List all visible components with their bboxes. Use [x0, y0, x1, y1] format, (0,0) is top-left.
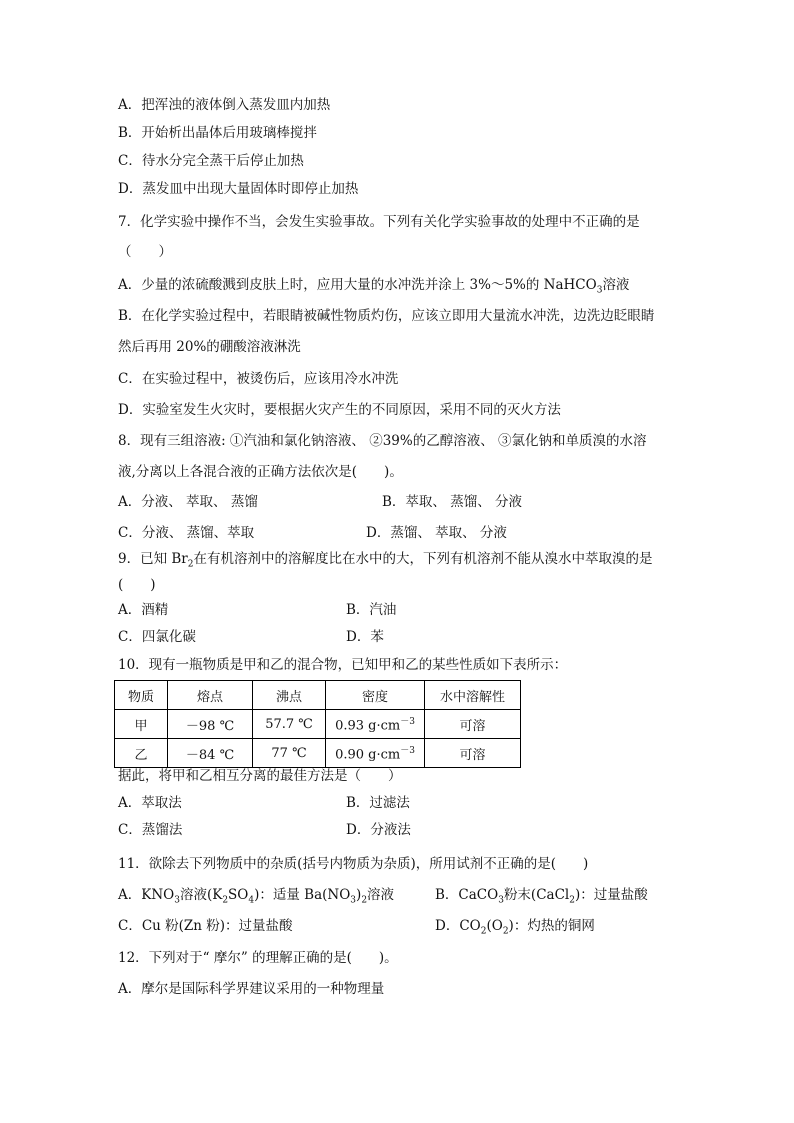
formula-sub: 3: [174, 895, 180, 906]
q11-option-c: C．Cu 粉(Zn 粉)：过量盐酸: [118, 918, 293, 934]
q10-option-d: D．分液法: [346, 822, 411, 838]
table-cell: －98 ℃: [168, 710, 253, 739]
table-cell: 57.7 ℃: [253, 710, 326, 739]
q7-option-b-line1: B．在化学实验过程中，若眼睛被碱性物质灼伤，应该立即用大量流水冲洗，边洗边眨眼睛: [118, 308, 655, 324]
formula-text: B．CaCO: [435, 887, 499, 903]
q8-option-b: B．萃取、 蒸馏、 分液: [382, 494, 523, 510]
table-cell: －84 ℃: [168, 739, 253, 768]
table-row: [115, 739, 521, 768]
formula-text: ): [356, 887, 362, 903]
formula-text: 粉末(CaCl: [503, 887, 570, 903]
q6-option-d: D．蒸发皿中出现大量固体时即停止加热: [118, 181, 359, 197]
q6-option-b: B．开始析出晶体后用玻璃棒搅拌: [118, 125, 317, 141]
q10-stem: 10．现有一瓶物质是甲和乙的混合物，已知甲和乙的某些性质如下表所示：: [118, 657, 568, 673]
q9-option-c: C．四氯化碳: [118, 629, 196, 645]
formula-text: )：过量盐酸: [574, 887, 648, 903]
formula-text: (O: [486, 918, 503, 934]
q9-stem-text: 9．已知 Br: [118, 551, 188, 567]
density-exponent: －3: [400, 717, 415, 728]
formula-text: D．CO: [435, 918, 481, 934]
q8-stem-line1: 8．现有三组溶液: ①汽油和氯化钠溶液、 ②39%的乙醇溶液、 ③氯化钠和单质溴的水溶: [118, 433, 647, 449]
q7-option-d: D．实验室发生火灾时，要根据火灾产生的不同原因，采用不同的灭火方法: [118, 402, 561, 418]
q9-stem-sub: 2: [187, 559, 194, 570]
q7-option-c: C．在实验过程中，被烫伤后，应该用冷水冲洗: [118, 371, 399, 387]
formula-sub: 3: [350, 895, 357, 906]
table-cell: [326, 710, 425, 739]
formula-sub: 2: [222, 895, 229, 906]
table-header: 熔点: [168, 681, 253, 710]
q10-after-table: 据此，将甲和乙相互分离的最佳方法是（ ）: [118, 768, 402, 784]
table-cell: [326, 739, 425, 768]
q9-answer-paren: ( ): [118, 577, 156, 593]
q9-stem-tail: 在有机溶剂中的溶解度比在水中的大，下列有机溶剂不能从溴水中萃取溴的是: [193, 551, 653, 567]
q7-option-b-line2: 然后再用 20%的硼酸溶液淋洗: [118, 339, 301, 355]
q11-option-d: [435, 917, 595, 941]
formula-text: 溶液: [367, 887, 395, 903]
q7-stem: 7．化学实验中操作不当，会发生实验事故。下列有关化学实验事故的处理中不正确的是: [118, 214, 640, 230]
table-header-row: [115, 681, 521, 710]
formula-text: )：灼热的铜网: [508, 918, 595, 934]
formula-text: 溶液(K: [179, 887, 223, 903]
density-exponent: －3: [400, 746, 415, 757]
q8-option-a: A．分液、 萃取、 蒸馏: [118, 494, 258, 510]
density-value: 0.90 g·cm: [335, 747, 401, 763]
q7-option-a-sub: 3: [596, 285, 603, 296]
formula-sub: 2: [480, 926, 487, 937]
table-header: 沸点: [253, 681, 326, 710]
q9-option-a: A．酒精: [118, 602, 169, 618]
q8-stem-line2: 液,分离以上各混合液的正确方法依次是( )。: [118, 464, 403, 480]
density-value: 0.93 g·cm: [335, 718, 401, 734]
q11-stem: 11．欲除去下列物质中的杂质(括号内物质为杂质)，所用试剂不正确的是( ): [118, 856, 589, 872]
formula-sub: 2: [361, 895, 368, 906]
table-row: [115, 710, 521, 739]
q10-option-a: A．萃取法: [118, 795, 182, 811]
q6-option-c: C．待水分完全蒸干后停止加热: [118, 153, 304, 169]
q9-option-d: D．苯: [346, 629, 384, 645]
formula-sub: 3: [498, 895, 504, 906]
q8-option-c: C．分液、 蒸馏、萃取: [118, 525, 255, 541]
table-header: 物质: [115, 681, 168, 710]
formula-sub: 4: [248, 895, 255, 906]
q10-option-b: B．过滤法: [346, 795, 410, 811]
formula-text: SO: [228, 887, 249, 903]
q9-stem: [118, 550, 653, 574]
q11-option-b: [435, 886, 648, 910]
formula-sub: 2: [569, 895, 575, 906]
q7-option-a: [118, 276, 629, 300]
properties-table: [114, 680, 521, 768]
q9-option-b: B．汽油: [346, 602, 397, 618]
q10-option-c: C．蒸馏法: [118, 822, 183, 838]
formula-text: )：适量 Ba(NO: [254, 887, 351, 903]
table-cell: 77 ℃: [253, 739, 326, 768]
table-cell: 甲: [115, 710, 168, 739]
q8-option-d: D．蒸馏、 萃取、 分液: [366, 525, 507, 541]
table-cell: 可溶: [425, 710, 521, 739]
q7-option-a-tail: 溶液: [602, 277, 630, 293]
table-cell: 可溶: [425, 739, 521, 768]
formula-text: A．KNO: [118, 887, 175, 903]
q7-answer-paren: （ ）: [118, 244, 172, 260]
formula-sub: 2: [502, 926, 509, 937]
q12-stem: 12．下列对于“ 摩尔” 的理解正确的是( )。: [118, 950, 398, 966]
q12-option-a: A．摩尔是国际科学界建议采用的一种物理量: [118, 981, 385, 997]
q6-option-a: A．把浑浊的液体倒入蒸发皿内加热: [118, 97, 331, 113]
table-cell: 乙: [115, 739, 168, 768]
table-header: 水中溶解性: [425, 681, 521, 710]
table-header: 密度: [326, 681, 425, 710]
q7-option-a-text: A．少量的浓硫酸溅到皮肤上时，应用大量的水冲洗并涂上 3%～5%的 NaHCO: [118, 277, 597, 293]
q11-option-a: [118, 886, 394, 910]
